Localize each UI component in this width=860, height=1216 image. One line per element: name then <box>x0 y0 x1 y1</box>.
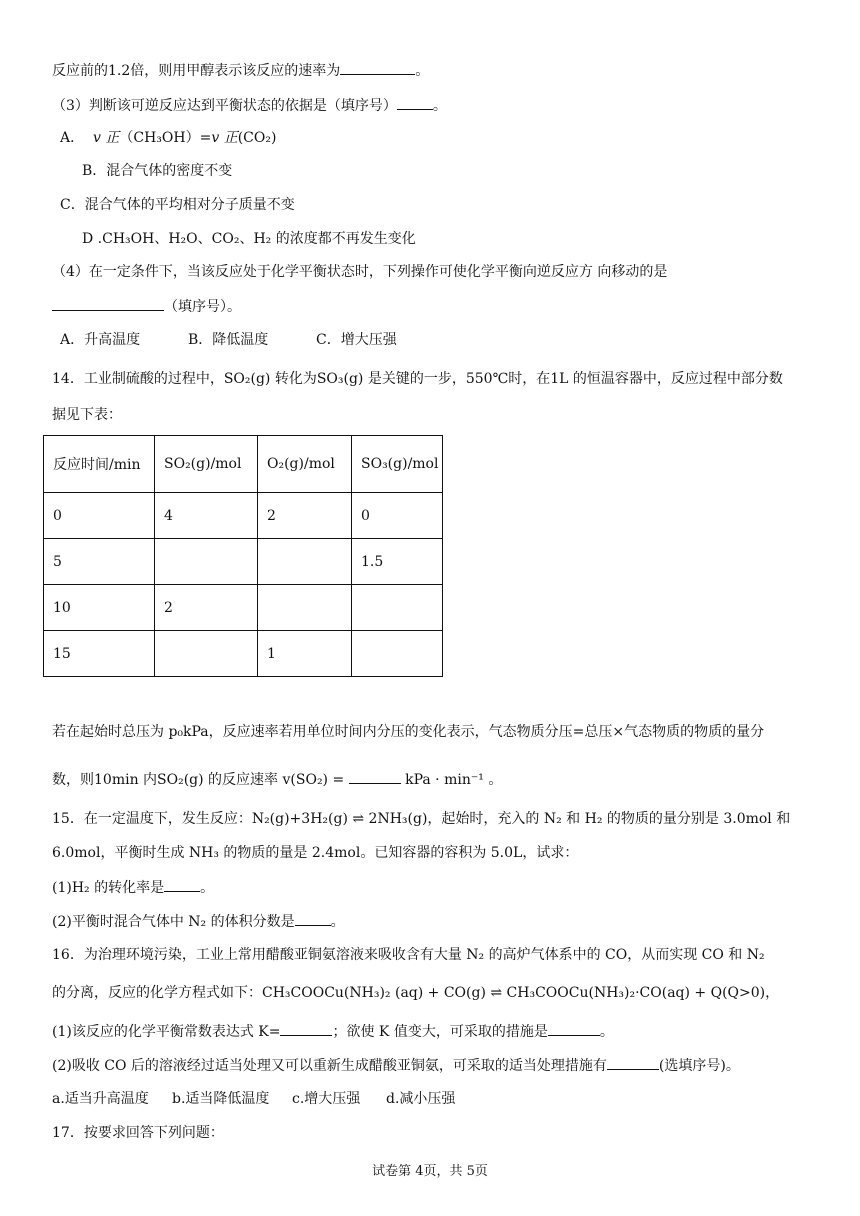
punctuation: 。 <box>599 1024 614 1040</box>
table-cell: 4 <box>155 493 258 539</box>
table-cell: 1 <box>258 631 352 677</box>
table-cell: 10 <box>44 585 155 631</box>
table-header-cell: SO₃(g)/mol <box>352 436 443 493</box>
question-14-cont: 据见下表： <box>52 407 122 423</box>
option-c: C．增大压强 <box>316 332 397 348</box>
answer-blank <box>295 911 331 926</box>
question-14-text: 若在起始时总压为 p₀kPa，反应速率若用单位时间内分压的变化表示，气态物质分压=总压×气态物质的物质的量分 <box>52 724 765 740</box>
table-cell <box>258 585 352 631</box>
question-text: (1)H₂ 的转化率是 <box>52 880 165 896</box>
question-text: (2)平衡时混合气体中 N₂ 的体积分数是 <box>52 914 295 930</box>
question-16-2 <box>52 1055 740 1076</box>
punctuation: 。 <box>488 772 503 788</box>
table-cell <box>352 585 443 631</box>
unit: kPa · min⁻¹ <box>405 772 484 788</box>
question-text: 数，则10min 内SO₂(g) 的反应速率 v(SO₂) = <box>52 772 345 788</box>
option-label: A． <box>60 130 85 146</box>
table-header-cell: O₂(g)/mol <box>258 436 352 493</box>
table-cell <box>258 539 352 585</box>
options-row <box>60 330 397 350</box>
question-text: (2)吸收 CO 后的溶液经过适当处理又可以重新生成醋酸亚铜氨，可采取的适当处理措施有 <box>52 1058 607 1074</box>
question-14-rate <box>52 769 502 790</box>
answer-blank <box>349 769 401 784</box>
question-15: 15．在一定温度下，发生反应：N₂(g)+3H₂(g) ⇌ 2NH₃(g)，起始时，充入的 N₂ 和 H₂ 的物质的量分别是 3.0mol 和 <box>52 811 791 827</box>
table-cell: 2 <box>155 585 258 631</box>
table-cell: 1.5 <box>352 539 443 585</box>
question-text: ；欲使 K 值变大，可采取的措施是 <box>332 1024 548 1040</box>
answer-blank <box>52 296 164 311</box>
option-b: B．降低温度 <box>188 332 269 348</box>
option-a: A．升高温度 <box>60 332 141 348</box>
punctuation: 。 <box>200 880 215 896</box>
table-cell: 2 <box>258 493 352 539</box>
text-line <box>52 60 429 81</box>
table-row <box>44 539 443 585</box>
table-header-row <box>44 436 443 493</box>
option-a <box>60 128 276 148</box>
table-cell: 0 <box>44 493 155 539</box>
option-a: a.适当升高温度 <box>52 1091 149 1107</box>
question-4-blank-line <box>52 296 241 317</box>
data-table <box>43 435 443 677</box>
page-footer: 试卷第 4页，共 5页 <box>372 1164 488 1179</box>
question-text: (1)该反应的化学平衡常数表达式 K= <box>52 1024 281 1040</box>
answer-blank <box>340 60 415 75</box>
table-cell: 0 <box>352 493 443 539</box>
option-c: C．混合气体的平均相对分子质量不变 <box>60 197 295 213</box>
answer-blank <box>607 1055 659 1070</box>
question-16-equation: 的分离，反应的化学方程式如下：CH₃COOCu(NH₃)₂ (aq) + CO(g) ⇌ CH₃COOCu(NH₃)₂·CO(aq) + Q(Q>0)， <box>52 985 780 1001</box>
answer-blank <box>397 95 433 110</box>
question-15-cont: 6.0mol，平衡时生成 NH₃ 的物质的量是 2.4mol。已知容器的容积为 5.0L，试求： <box>52 845 579 861</box>
question-15-2 <box>52 911 345 932</box>
punctuation: 。 <box>415 63 430 79</box>
question-text: （3）判断该可逆反应达到平衡状态的依据是（填序号） <box>52 98 397 114</box>
question-14: 14．工业制硫酸的过程中，SO₂(g) 转化为SO₃(g) 是关键的一步，550℃时，在1L 的恒温容器中，反应过程中部分数 <box>52 371 783 387</box>
question-4: （4）在一定条件下，当该反应处于化学平衡状态时，下列操作可使化学平衡向逆反应方 向移动的是 <box>52 264 668 280</box>
question-15-1 <box>52 877 214 898</box>
table-cell <box>155 539 258 585</box>
answer-blank <box>548 1021 600 1036</box>
rate-symbol: v 正 <box>211 130 238 146</box>
punctuation: 。 <box>432 98 447 114</box>
table-row <box>44 493 443 539</box>
options-row <box>52 1089 455 1109</box>
option-d: d.减小压强 <box>386 1091 456 1107</box>
question-17: 17．按要求回答下列问题： <box>52 1125 224 1141</box>
table-cell <box>352 631 443 677</box>
punctuation: 。 <box>330 914 345 930</box>
table-row <box>44 631 443 677</box>
question-text: （填序号）。 <box>164 299 241 315</box>
answer-blank <box>164 877 200 892</box>
table-header-cell: 反应时间/min <box>44 436 155 493</box>
rate-symbol: v 正 <box>93 130 120 146</box>
formula: （CH₃OH）= <box>119 130 212 146</box>
option-c: c.增大压强 <box>292 1091 361 1107</box>
question-3 <box>52 95 447 116</box>
option-b: b.适当降低温度 <box>172 1091 270 1107</box>
sentence: 反应前的1.2倍，则用甲醇表示该反应的速率为 <box>52 63 341 79</box>
answer-blank <box>280 1021 332 1036</box>
table-cell <box>155 631 258 677</box>
table-header-cell: SO₂(g)/mol <box>155 436 258 493</box>
table-cell: 5 <box>44 539 155 585</box>
formula: (CO₂) <box>237 130 277 146</box>
question-16-1 <box>52 1021 614 1042</box>
table-cell: 15 <box>44 631 155 677</box>
question-text: (选填序号)。 <box>658 1058 740 1074</box>
option-b: B．混合气体的密度不变 <box>82 163 233 179</box>
table-row <box>44 585 443 631</box>
question-16: 16．为治理环境污染，工业上常用醋酸亚铜氨溶液来吸收含有大量 N₂ 的高炉气体系中的 CO，从而实现 CO 和 N₂ <box>52 947 765 963</box>
option-d: D .CH₃OH、H₂O、CO₂、H₂ 的浓度都不再发生变化 <box>82 231 416 247</box>
